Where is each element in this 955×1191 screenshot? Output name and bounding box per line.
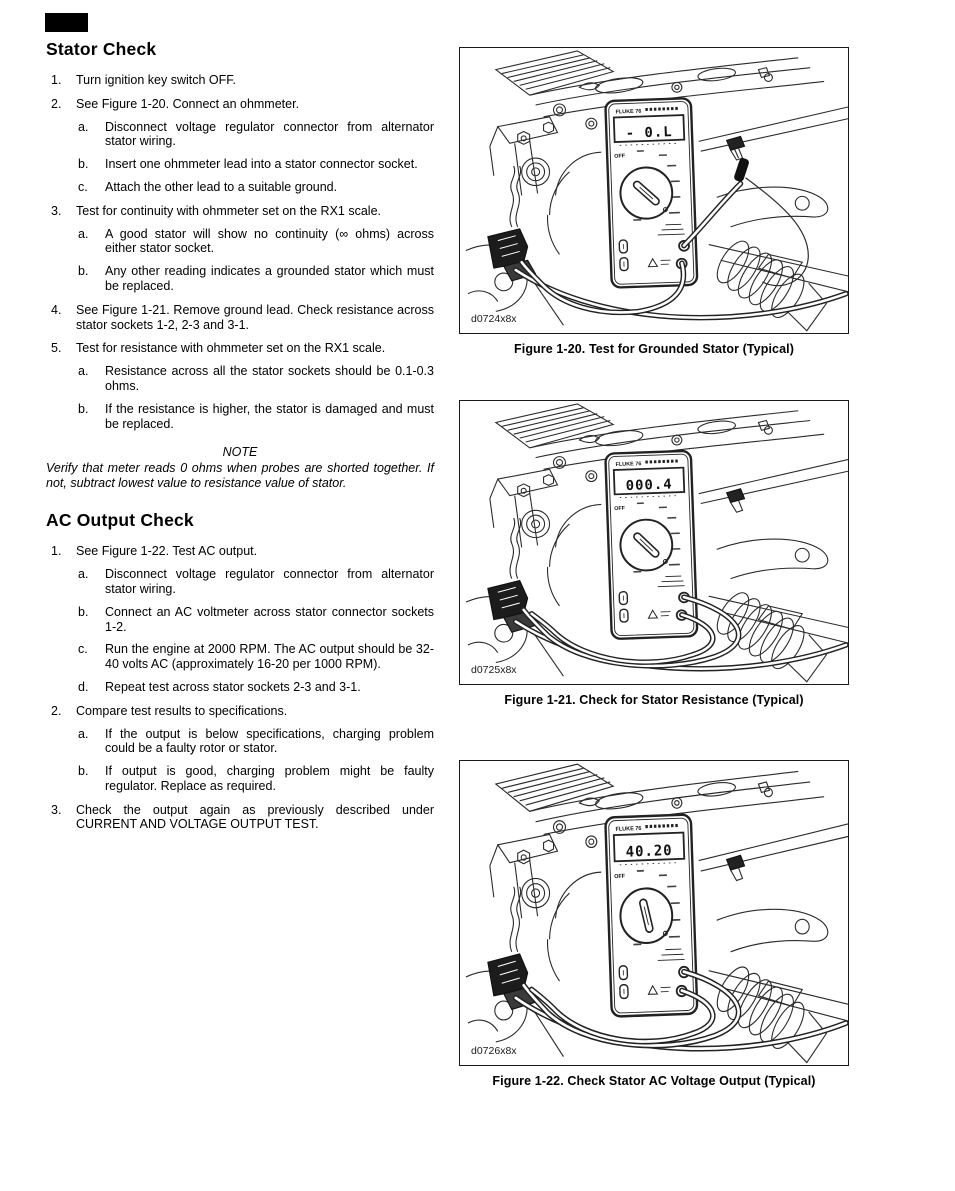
substep bbox=[76, 364, 434, 394]
substep bbox=[76, 264, 434, 294]
substep-letter: c. bbox=[78, 179, 88, 194]
substep-letter: a. bbox=[78, 726, 89, 741]
image-code: d0724x8x bbox=[471, 313, 517, 325]
figure-1-22-frame bbox=[459, 760, 849, 1066]
substep bbox=[76, 567, 434, 597]
figure-1-20-illustration bbox=[460, 48, 848, 333]
step bbox=[46, 803, 434, 833]
step-number: 4. bbox=[51, 302, 62, 317]
note-label: NOTE bbox=[222, 445, 258, 460]
image-code: d0726x8x bbox=[471, 1045, 517, 1057]
substep-letter: b. bbox=[78, 264, 89, 279]
substep bbox=[76, 227, 434, 257]
step-text: Turn ignition key switch OFF. bbox=[76, 73, 237, 87]
step bbox=[46, 97, 434, 195]
step-text: Check the output again as previously described under CURRENT AND VOLTAGE OUTPUT TEST. bbox=[76, 802, 434, 832]
substep-text: Repeat test across stator sockets 2-3 and 3-1. bbox=[105, 679, 361, 694]
substep-text: A good stator will show no continuity (∞ ohms) across either stator socket. bbox=[105, 226, 434, 256]
multimeter bbox=[605, 814, 697, 1016]
substep-letter: d. bbox=[78, 679, 89, 694]
figure-1-21-illustration bbox=[460, 401, 848, 684]
image-code: d0725x8x bbox=[471, 664, 517, 676]
meter-off-label: OFF bbox=[614, 873, 626, 881]
section-title-ac-output-check: AC Output Check bbox=[46, 510, 194, 531]
step-number: 5. bbox=[51, 341, 62, 356]
step-number: 3. bbox=[51, 802, 62, 817]
substep bbox=[76, 157, 434, 172]
substep-text: Insert one ohmmeter lead into a stator connector socket. bbox=[105, 157, 418, 172]
meter-off-label: OFF bbox=[614, 153, 626, 160]
step-text: See Figure 1-22. Test AC output. bbox=[76, 544, 258, 559]
step-number: 1. bbox=[51, 544, 62, 559]
figure-caption: Figure 1-22. Check Stator AC Voltage Output (Typical) bbox=[492, 1074, 816, 1088]
substep-text: If the resistance is higher, the stator is damaged and must be replaced. bbox=[105, 401, 434, 431]
lcd-reading: 000.4 bbox=[625, 476, 673, 495]
step bbox=[46, 73, 434, 88]
step bbox=[46, 204, 434, 294]
figure-1-22-illustration bbox=[460, 761, 848, 1065]
figure-1-20 bbox=[459, 47, 849, 356]
meter-off-label: OFF bbox=[614, 505, 626, 513]
test-lead-probe bbox=[684, 149, 808, 285]
substep-text: Any other reading indicates a grounded stator which must be replaced. bbox=[105, 264, 434, 293]
lcd-reading: 40.20 bbox=[625, 842, 673, 861]
meter-brand-label: FLUKE 76 bbox=[615, 108, 642, 116]
substep-text: Disconnect voltage regulator connector from alternator stator wiring. bbox=[105, 567, 434, 596]
step-number: 3. bbox=[51, 203, 62, 218]
substep-letter: c. bbox=[78, 642, 88, 657]
substep-text: Run the engine at 2000 RPM. The AC output should be 32-40 volts AC (approximately 16-20 per 1000 RPM). bbox=[105, 642, 434, 672]
substep bbox=[76, 727, 434, 757]
step bbox=[46, 303, 434, 333]
substep-letter: b. bbox=[78, 157, 89, 172]
substep-text: Disconnect voltage regulator connector from alternator stator wiring. bbox=[105, 119, 434, 149]
step-number: 2. bbox=[51, 703, 62, 718]
substep bbox=[76, 120, 434, 150]
step-text: Compare test results to specifications. bbox=[76, 703, 288, 718]
step-text: See Figure 1-20. Connect an ohmmeter. bbox=[76, 96, 300, 111]
step-text: Test for continuity with ohmmeter set on the RX1 scale. bbox=[76, 203, 381, 218]
step-number: 2. bbox=[51, 96, 62, 111]
figures-column bbox=[459, 0, 849, 1191]
substep-letter: a. bbox=[78, 119, 89, 134]
substep-text: Attach the other lead to a suitable ground. bbox=[105, 179, 338, 194]
substep bbox=[76, 680, 434, 695]
step-number: 1. bbox=[51, 73, 62, 87]
substep-letter: a. bbox=[78, 226, 89, 241]
substep-letter: b. bbox=[78, 401, 89, 416]
note-text: Verify that meter reads 0 ohms when probes are shorted together. If not, subtract lowest value to resistance value of stator. bbox=[46, 461, 434, 490]
section-title-stator-check: Stator Check bbox=[46, 39, 157, 59]
figure-1-22 bbox=[459, 760, 849, 1088]
figure-1-20-frame bbox=[459, 47, 849, 334]
meter-brand-label: FLUKE 76 bbox=[615, 825, 642, 833]
substep bbox=[76, 642, 434, 672]
step-text: See Figure 1-21. Remove ground lead. Check resistance across stator sockets 1-2, 2-3 and 3-1. bbox=[76, 302, 434, 332]
multimeter bbox=[605, 451, 697, 639]
page-corner-marker bbox=[45, 13, 88, 32]
step bbox=[46, 704, 434, 794]
substep-letter: a. bbox=[78, 364, 89, 379]
step bbox=[46, 544, 434, 694]
substep-letter: b. bbox=[78, 764, 89, 779]
figure-1-21 bbox=[459, 400, 849, 707]
substep bbox=[76, 402, 434, 432]
multimeter bbox=[605, 98, 697, 288]
substep-letter: a. bbox=[78, 567, 89, 582]
meter-brand-label: FLUKE 76 bbox=[615, 461, 642, 469]
step bbox=[46, 341, 434, 431]
figure-caption: Figure 1-20. Test for Grounded Stator (Typical) bbox=[514, 342, 794, 356]
substep-text: Connect an AC voltmeter across stator connector sockets 1-2. bbox=[105, 604, 434, 634]
substep-text: If the output is below specifications, charging problem could be a faulty rotor or stator. bbox=[105, 726, 434, 756]
substep bbox=[76, 605, 434, 635]
substep-text: If output is good, charging problem might be faulty regulator. Replace as required. bbox=[105, 764, 434, 793]
substep-letter: b. bbox=[78, 604, 89, 619]
figure-caption: Figure 1-21. Check for Stator Resistance (Typical) bbox=[504, 693, 804, 707]
procedure-text-column bbox=[46, 39, 434, 832]
lcd-reading: - 0.L bbox=[625, 124, 673, 142]
substep bbox=[76, 764, 434, 794]
figure-1-21-frame bbox=[459, 400, 849, 685]
step-text: Test for resistance with ohmmeter set on the RX1 scale. bbox=[76, 341, 386, 356]
substep-text: Resistance across all the stator sockets should be 0.1-0.3 ohms. bbox=[105, 364, 434, 393]
substep bbox=[76, 180, 434, 195]
